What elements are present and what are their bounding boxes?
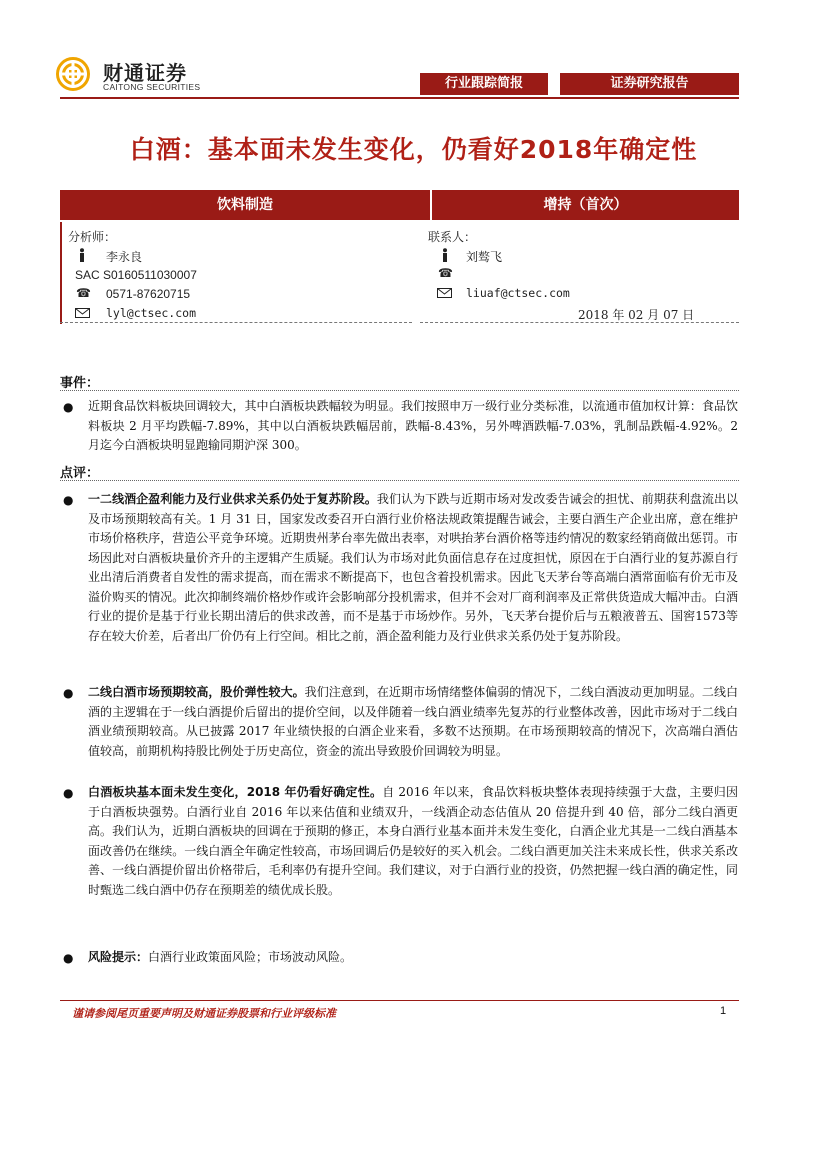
email-icon bbox=[75, 308, 90, 318]
analyst-sac: SAC S0160511030007 bbox=[75, 268, 197, 282]
info-divider-left bbox=[60, 322, 412, 323]
report-category-tag: 证券研究报告 bbox=[560, 73, 739, 95]
risk-lead: 风险提示： bbox=[88, 950, 149, 964]
contact-email[interactable]: liuaf@ctsec.com bbox=[466, 286, 570, 300]
page-number: 1 bbox=[720, 1005, 727, 1017]
contact-label: 联系人： bbox=[428, 230, 477, 244]
person-icon bbox=[78, 248, 86, 262]
header-rule bbox=[60, 97, 739, 99]
rating-band: 增持（首次） bbox=[432, 190, 739, 220]
comment-p1-body: 我们认为下跌与近期市场对发改委告诫会的担忧、前期获利盘流出以及市场预期较高有关。1 月 31 日，国家发改委召开白酒行业价格法规政策提醒告诫会，主要白酒生产企业出席，意在维护市场价格秩序，营造公平竞争环境。近期贵州茅台率先做出表率，对哄抬茅台酒价格等违约情况的数家经销商做出惩罚。市场因此对白酒板块量价齐升的主逻辑产生质疑。我们认为市场对此负面信息存在过度担忧，原因在于白酒行业的复苏源自行业出清后消费者自发性的需求提高，而在需求不断提高下，也包含着投机需求。因此飞天茅台等高端白酒常面临有价无市及溢价购买的情况。此次抑制终端价格炒作或许会影响部分投机需求，但并不会对厂商利润率及正常供货造成大幅冲击。白酒行业的提价是基于行业长期出清后的供求改善，而不是基于市场炒作。另外，飞天茅台提价后与五粮液普五、国窖1573等存在较大价差，后者出厂价仍有上行空间。相比之前，酒企盈利能力及行业供求关系仍处于复苏阶段。 bbox=[88, 492, 738, 643]
comment-paragraph-1 bbox=[88, 490, 738, 646]
bullet-icon: ● bbox=[63, 951, 74, 965]
analyst-phone: 0571-87620715 bbox=[106, 287, 191, 301]
info-left-border bbox=[60, 222, 62, 324]
logo-text-cn: 财通证券 bbox=[103, 61, 187, 85]
phone-icon: ☎ bbox=[76, 286, 91, 300]
industry-band: 饮料制造 bbox=[60, 190, 430, 220]
report-type-tag: 行业跟踪简报 bbox=[420, 73, 548, 95]
comment-paragraph-2 bbox=[88, 683, 738, 761]
email-icon bbox=[437, 288, 452, 298]
risk-body: 白酒行业政策面风险；市场波动风险。 bbox=[148, 950, 353, 964]
analyst-label: 分析师： bbox=[68, 230, 117, 244]
contact-name: 刘骜飞 bbox=[466, 250, 503, 264]
bullet-icon: ● bbox=[63, 686, 74, 700]
comment-p3-lead: 白酒板块基本面未发生变化，2018 年仍看好确定性。 bbox=[88, 785, 383, 799]
page-title: 白酒：基本面未发生变化，仍看好2018年确定性 bbox=[129, 135, 698, 164]
comment-p1-lead: 一二线酒企盈利能力及行业供求关系仍处于复苏阶段。 bbox=[88, 492, 377, 506]
analyst-name: 李永良 bbox=[106, 250, 143, 264]
comment-paragraph-3 bbox=[88, 783, 738, 900]
risk-paragraph bbox=[88, 948, 738, 968]
section-rule bbox=[60, 480, 739, 481]
phone-icon: ☎ bbox=[438, 266, 453, 280]
footer-rule bbox=[60, 1000, 739, 1001]
analyst-email[interactable]: lyl@ctsec.com bbox=[106, 306, 197, 320]
bullet-icon: ● bbox=[63, 400, 74, 414]
caitong-logo-icon bbox=[56, 57, 90, 91]
person-icon bbox=[441, 248, 449, 262]
logo-text-en: CAITONG SECURITIES bbox=[103, 82, 201, 92]
section-rule bbox=[60, 390, 739, 391]
event-heading: 事件： bbox=[60, 376, 100, 391]
bullet-icon: ● bbox=[63, 786, 74, 800]
event-paragraph: 近期食品饮料板块回调较大，其中白酒板块跌幅较为明显。我们按照申万一级行业分类标准，以流通市值加权计算：食品饮料板块 2 月平均跌幅-7.89%，其中以白酒板块跌幅居前，跌幅-8.43%，另外啤酒跌幅-7.03%，乳制品跌幅-4.92%。2 月迄今白酒板块明显跑输同期沪深 300。 bbox=[88, 399, 738, 452]
comment-p2-body: 我们注意到，在近期市场情绪整体偏弱的情况下，二线白酒波动更加明显。二线白酒的主逻辑在于一线白酒提价后留出的提价空间，以及伴随着一线白酒业绩率先复苏的行业整体改善，因此市场对于二线白酒业绩预期较高。从已披露 2017 年业绩快报的白酒企业来看，多数不达预期。在市场预期较高的情况下，次高端白酒估值较高，前期机构持股比例处于历史高位，资金的流出导致股价回调较为明显。 bbox=[88, 685, 738, 758]
comment-p2-lead: 二线白酒市场预期较高，股价弹性较大。 bbox=[88, 685, 305, 699]
comment-p3-body: 自 2016 年以来，食品饮料板块整体表现持续强于大盘，主要归因于白酒板块强势。白酒行业自 2016 年以来估值和业绩双升，一线酒企动态估值从 20 倍提升到 40 倍，部分二线白酒更高。我们认为，近期白酒板块的回调在于预期的修正，本身白酒行业基本面并未发生变化，白酒企业尤其是一二线白酒基本面改善仍在继续。一线白酒全年确定性较高，市场回调后仍是较好的买入机会。二线白酒更加关注未来成长性，供求关系改善、一线白酒提价留出价格带后，毛利率仍有提升空间。我们建议，对于白酒行业的投资，仍然把握一线白酒的确定性，同时甄选二线白酒中仍存在预期差的绩优成长股。 bbox=[88, 785, 739, 897]
comment-heading: 点评： bbox=[60, 466, 100, 481]
footer-disclaimer: 谨请参阅尾页重要声明及财通证券股票和行业评级标准 bbox=[72, 1007, 336, 1020]
report-date: 2018 年 02 月 07 日 bbox=[578, 308, 695, 322]
bullet-icon: ● bbox=[63, 493, 74, 507]
